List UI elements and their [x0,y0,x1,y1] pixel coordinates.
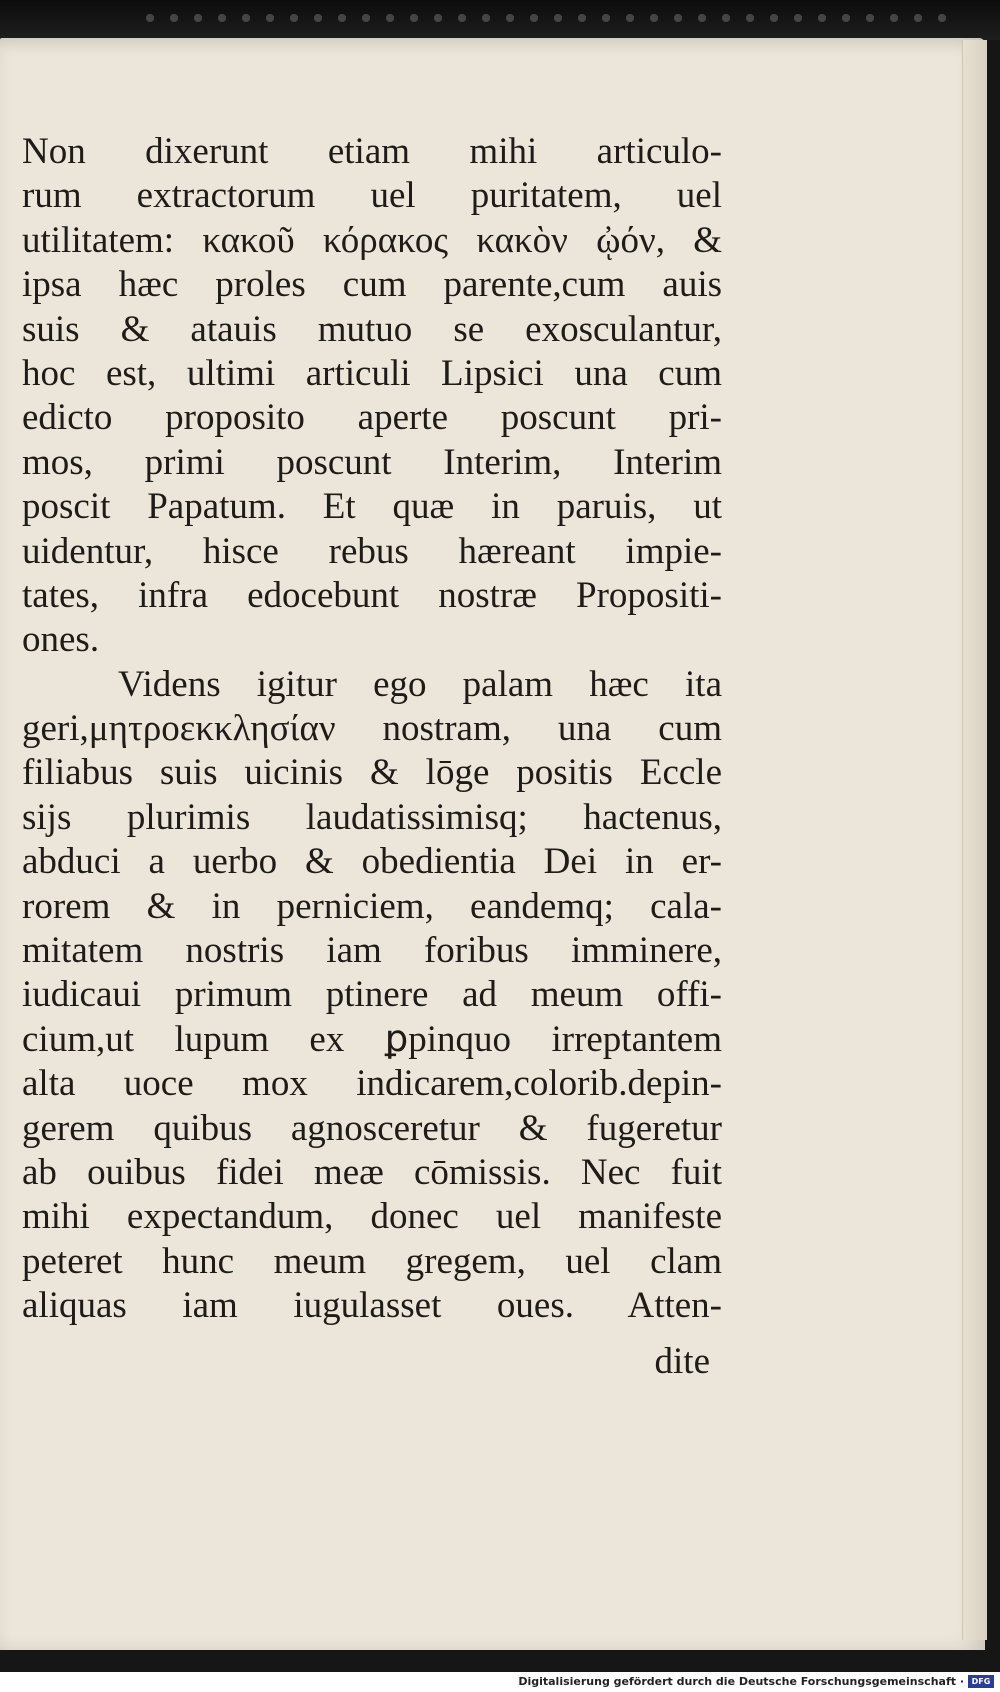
text-line: edicto proposito aperte poscunt pri- [22,397,722,439]
page-edge [962,40,987,1640]
text-line: utilitatem: κακοῦ κόρακος κακὸν ᾠόν, & [22,219,722,261]
text-line: gerem quibus agnosceretur & fugeretur [22,1107,722,1149]
text-line: rum extractorum uel puritatem, uel [22,175,722,217]
text-line: uidentur, hisce rebus hæreant impie- [22,530,722,572]
text-line: ab ouibus fidei meæ cōmissis. Nec fuit [22,1151,722,1193]
text-line: Non dixerunt etiam mihi articulo- [22,131,722,172]
text-line: filiabus suis uicinis & lōge positis Eccle [22,752,722,794]
book-cradle-beads [140,8,960,28]
page-text [22,130,722,1329]
footer-bar [0,1672,1000,1692]
text-line: alta uoce mox indicarem,colorib.depin- [22,1063,722,1105]
text-line: ipsa hæc proles cum parente,cum auis [22,264,722,306]
text-line: Videns igitur ego palam hæc ita [118,663,722,705]
text-line: hoc est, ultimi articuli Lipsici una cum [22,352,722,394]
text-line: peteret hunc meum gregem, uel clam [22,1240,722,1282]
text-line: iudicaui primum ptinere ad meum offi- [22,974,722,1016]
funding-notice: Digitalisierung gefördert durch die Deutsche Forschungsgemeinschaft · [518,1675,964,1688]
text-line: poscit Papatum. Et quæ in paruis, ut [22,486,722,528]
text-line: sijs plurimis laudatissimisq; hactenus, [22,796,722,838]
scanner-background [0,0,1000,40]
text-line: tates, infra edocebunt nostræ Propositi- [22,574,722,616]
text-line: mos, primi poscunt Interim, Interim [22,441,722,483]
catchword: dite [654,1341,710,1382]
text-line: mihi expectandum, donec uel manifeste [22,1196,722,1238]
text-line: rorem & in perniciem, eandemq; cala- [22,885,722,927]
text-line: aliquas iam iugulasset oues. Atten- [22,1285,722,1327]
text-line: ones. [22,619,100,661]
text-line: cium,ut lupum ex ꝑpinquo irreptantem [22,1018,722,1060]
text-line: mitatem nostris iam foribus imminere, [22,930,722,972]
dfg-logo: DFG [968,1675,994,1688]
text-line: abduci a uerbo & obedientia Dei in er- [22,841,722,883]
text-line: geri,μητροεκκλησίαν nostram, una cum [22,708,722,750]
text-line: suis & atauis mutuo se exosculantur, [22,308,722,350]
